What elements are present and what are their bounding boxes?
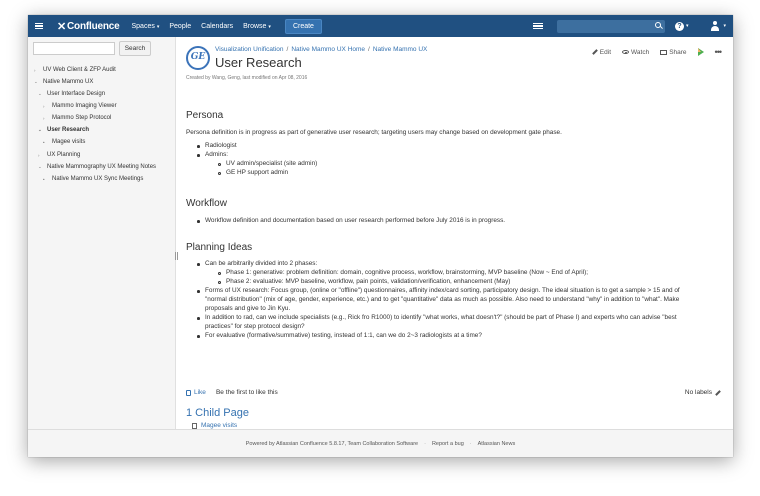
- user-avatar-icon[interactable]: [710, 21, 720, 31]
- sidebar-search-input[interactable]: [33, 42, 115, 55]
- page-content: [177, 37, 733, 429]
- breadcrumb: Visualization Unification / Native Mammo UX Home / Native Mammo UX: [215, 46, 428, 53]
- breadcrumb-item[interactable]: Native Mammo UX Home: [291, 46, 366, 53]
- confluence-logo[interactable]: ✕ Confluence: [57, 20, 120, 33]
- labels: No labels: [685, 389, 721, 396]
- watch-button[interactable]: Watch: [622, 49, 649, 56]
- sidebar-search-button[interactable]: Search: [119, 41, 151, 56]
- tree-item[interactable]: ⌄ Native Mammo UX: [34, 79, 94, 85]
- tree-item-current[interactable]: ⌄ User Research: [38, 127, 90, 133]
- page-icon: [192, 423, 197, 429]
- thumbs-up-icon: [186, 390, 191, 396]
- footer: Powered by Atlassian Confluence 5.8.17, Team Collaboration Software · Report a bug · Atlassian News: [28, 429, 733, 457]
- search-icon: [655, 22, 661, 28]
- tree-item[interactable]: ⌄ User Interface Design: [38, 91, 106, 97]
- edit-button[interactable]: Edit: [592, 49, 611, 56]
- list-item: Phase 1: generative: problem definition: domain, cognitive process, workflow, brainstorming, MVP baseline (Now ~ End of April);: [226, 269, 588, 277]
- breadcrumb-item[interactable]: Native Mammo UX: [372, 46, 428, 53]
- chevron-down-icon[interactable]: ▾: [723, 23, 726, 29]
- page-title: User Research: [215, 55, 302, 70]
- child-page-link[interactable]: Magee visits: [192, 422, 237, 429]
- tree-item[interactable]: ⌄ Native Mammography UX Meeting Notes: [38, 164, 157, 170]
- search-input[interactable]: [557, 20, 665, 33]
- page-actions: [592, 47, 721, 57]
- list-item: Forms of UX research: Focus group, (online or "offline") questionnaires, affinity index/card sorting, participatory design. The ideal situation is to get a sample > 15 and of: [205, 287, 680, 295]
- edit-labels-icon[interactable]: [715, 390, 721, 396]
- list-item: In addition to rad, can we include specialists (e.g., Rick fro R1000) to identify "what works, what doesn't?" (should be part of Phase I) and experts who can advise "best: [205, 314, 677, 322]
- share-icon: [660, 50, 667, 55]
- topbar-right: [533, 15, 733, 37]
- chevron-right-icon[interactable]: ›: [34, 67, 36, 73]
- space-logo[interactable]: GE: [186, 46, 210, 70]
- main-nav: [131, 19, 321, 34]
- browser-window: [28, 15, 733, 457]
- share-button[interactable]: Share: [660, 49, 686, 56]
- tree-item[interactable]: › Mammo Step Protocol: [43, 115, 112, 121]
- app-switcher-icon[interactable]: [35, 23, 49, 30]
- chevron-down-icon[interactable]: ⌄: [38, 91, 42, 96]
- tree-item[interactable]: • Magee visits: [43, 139, 86, 145]
- list-item: Can be arbitrarily divided into 2 phases:: [205, 260, 317, 268]
- atlassian-news-link[interactable]: Atlassian News: [477, 440, 516, 447]
- chevron-down-icon: ▾: [156, 23, 160, 30]
- nav-spaces[interactable]: Spaces ▾: [131, 22, 160, 30]
- top-navigation-bar: [28, 15, 733, 37]
- chevron-right-icon[interactable]: ›: [43, 103, 45, 109]
- list-item: Radiologist: [205, 142, 237, 150]
- help-icon[interactable]: ?: [675, 22, 684, 31]
- nav-people[interactable]: People: [169, 22, 192, 30]
- list-item: For evaluative (formative/summative) testing, instead of 1:1, can we do 2~3 radiologists at a time?: [205, 332, 482, 340]
- chevron-right-icon[interactable]: ›: [43, 115, 45, 121]
- list-item-continuation: "normal distribution" (mix of age, gender, experience, etc.) and to get "quantitative" data as much as possible. Also need to understand "why" in addition to "what". Make: [205, 296, 680, 303]
- page-tree-sidebar: [28, 37, 176, 429]
- nav-calendars[interactable]: Calendars: [201, 22, 234, 30]
- chevron-down-icon: ▾: [268, 23, 271, 30]
- list-item-continuation: practices" for step protocol design?: [205, 323, 305, 330]
- child-pages-heading[interactable]: 1 Child Page: [186, 407, 249, 419]
- tree-item[interactable]: • Native Mammo UX Sync Meetings: [43, 176, 144, 182]
- chevron-down-icon[interactable]: ⌄: [34, 79, 38, 84]
- logo-text: Confluence: [67, 20, 120, 32]
- tree-item[interactable]: › UV Web Client & ZFP Audit: [34, 67, 116, 73]
- chevron-down-icon[interactable]: ▾: [685, 23, 689, 29]
- recent-list-icon[interactable]: [533, 23, 543, 30]
- footer-powered-by: Powered by Atlassian Confluence 5.8.17, Team Collaboration Software: [245, 440, 419, 447]
- tree-item[interactable]: › Mammo Imaging Viewer: [43, 103, 117, 109]
- paragraph: Persona definition is in progress as part of generative user research; targeting users may change based on development gate phase.: [186, 129, 562, 136]
- tree-item[interactable]: › UX Planning: [38, 152, 81, 158]
- list-item-continuation: proposals and give to Jin Kyu.: [205, 305, 291, 312]
- chevron-down-icon[interactable]: ⌄: [38, 127, 42, 132]
- eye-icon: [622, 50, 629, 54]
- bullet-icon: •: [43, 176, 45, 182]
- list-item: UV admin/specialist (site admin): [226, 160, 317, 168]
- list-item: Admins:: [205, 151, 228, 159]
- bullet-icon: •: [43, 139, 45, 145]
- section-heading: Workflow: [186, 198, 227, 209]
- play-icon: [698, 48, 704, 56]
- like-button[interactable]: Like: [186, 389, 206, 396]
- section-heading: Planning Ideas: [186, 242, 253, 253]
- more-actions-button[interactable]: •••: [714, 47, 721, 57]
- like-row: [186, 389, 278, 396]
- report-bug-link[interactable]: Report a bug: [431, 440, 464, 447]
- list-item: GE HP support admin: [226, 169, 288, 177]
- nav-browse[interactable]: Browse ▾: [243, 22, 271, 30]
- chevron-down-icon[interactable]: ⌄: [38, 164, 42, 169]
- page-metadata: Created by Wang, Geng, last modified on Apr 08, 2016: [186, 75, 308, 81]
- create-button[interactable]: Create: [285, 19, 322, 34]
- section-heading: Persona: [186, 110, 224, 121]
- chevron-right-icon[interactable]: ›: [38, 152, 40, 158]
- list-item: Workflow definition and documentation based on user research performed before July 2016 is in progress.: [205, 217, 505, 225]
- breadcrumb-item[interactable]: Visualization Unification: [215, 46, 284, 53]
- list-item: Phase 2: evaluative: MVP baseline, workflow, pain points, validation/verification, enhancement (May): [226, 278, 510, 286]
- pencil-icon: [592, 49, 598, 55]
- plugin-button[interactable]: [698, 48, 704, 56]
- like-summary: Be the first to like this: [215, 389, 278, 396]
